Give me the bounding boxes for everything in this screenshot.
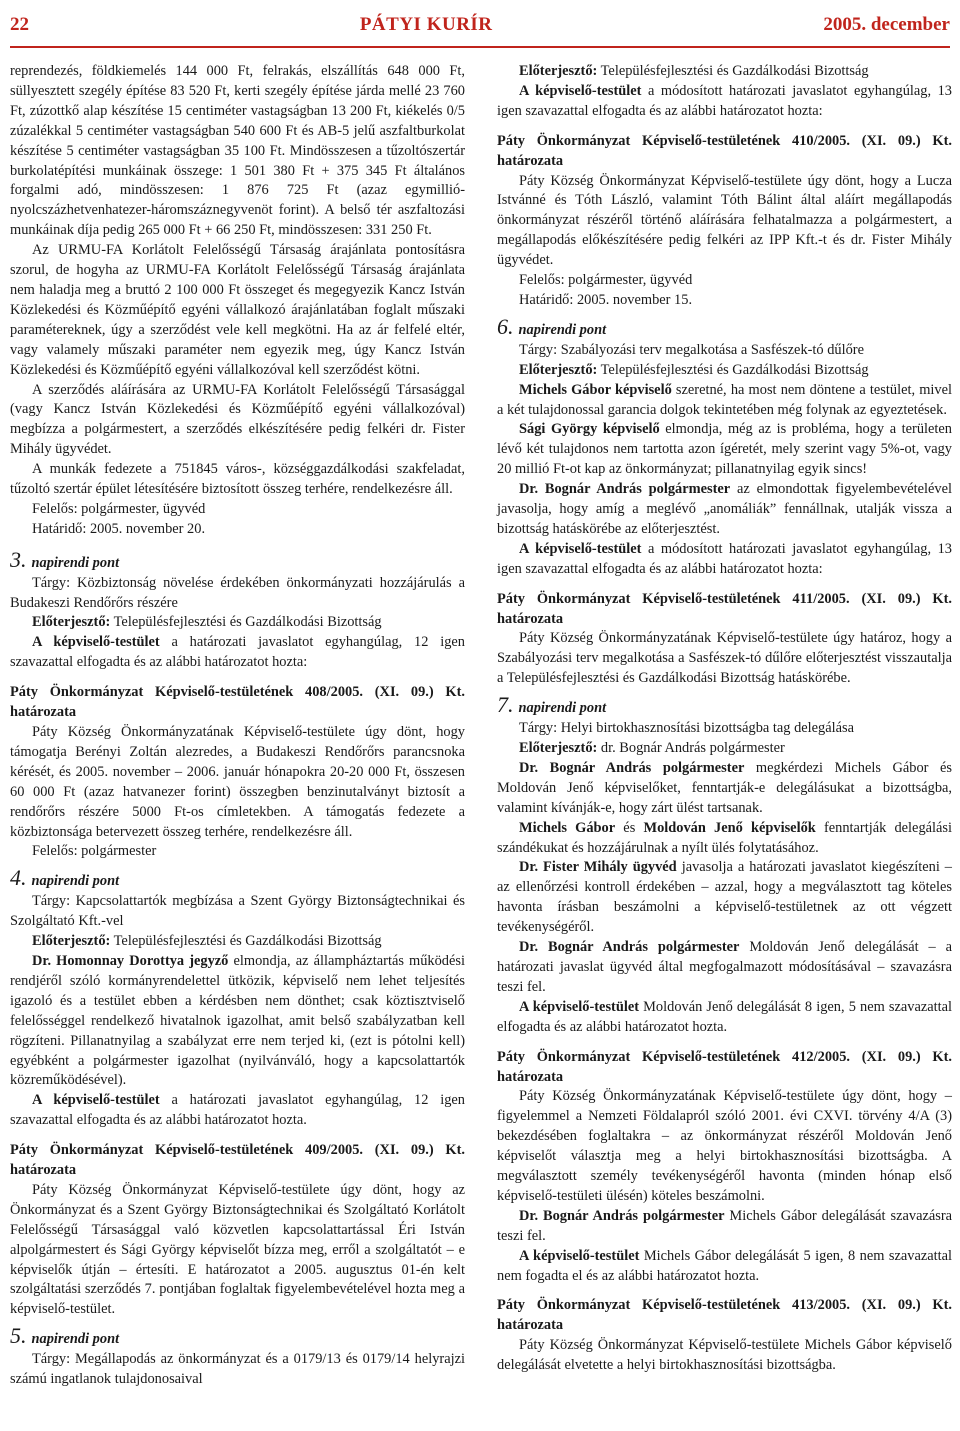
agenda-heading-7: [497, 692, 952, 719]
agenda-heading-3: [10, 546, 465, 574]
agenda-label: napirendi pont: [31, 554, 120, 571]
resolution-body: Páty Község Önkormányzat Képviselő-testülete úgy dönt, hogy az Önkormányzat és a Szent György Biztonságtechnikai és Szolgáltató Korlátolt Felelősségű Társasággal való közvetlen kapcsolattartással Éri István alpolgármestert és Sági György képviselőt bízza meg, erről a szolgáltatót – e képviselők útján – értesíti. E határozatot a 2005. augusztus 01-én kelt szolgáltatási szerződés 7. pontjában foglaltak figyelembevételével hozta meg a képviselő-testület.: [10, 1181, 465, 1318]
speaker-paragraph: Michels Gábor és Moldován Jenő képviselők fenntartják delegálási szándékukat és hozzájárulnak a nyílt ülés folytatásához.: [497, 819, 953, 856]
agenda-label: napirendi pont: [518, 700, 607, 717]
right-column: [497, 62, 952, 1376]
presenter-line: Előterjesztő: Településfejlesztési és Gazdálkodási Bizottság: [519, 63, 869, 79]
resolution-title: Páty Önkormányzat Képviselő-testületének 413/2005. (XI. 09.) Kt. határozata: [497, 1297, 952, 1334]
agenda-label: napirendi pont: [518, 321, 607, 338]
resolution-body: Páty Község Önkormányzatának Képviselő-testülete úgy dönt, hogy – figyelemmel a Nemzeti Földalapról szóló 2001. évi CXVI. törvény 4/A (3) bekezdésében foglaltakra – az önkormányzat részéről Moldován Jenő képviselőt választja meg a helyi birtokhasznosítási bizottságba. A megválasztott személy tevékenységéről havonta (minden hónap első képviselő-testületi ülésén) köteles beszámolni.: [497, 1088, 952, 1204]
agenda-number: 6.: [497, 313, 514, 339]
presenter-line: Előterjesztő: Településfejlesztési és Gazdálkodási Bizottság: [32, 614, 382, 631]
header-rule: [10, 46, 950, 48]
speaker-paragraph: Dr. Fister Mihály ügyvéd javasolja a határozati javaslatot kiegészíteni – az ellenőrzési kontroll érdekében – azzal, hogy a megválasztott tag köteles havonta írásban beszámolni a képviselő-testületnek az ott végzett tevékenységéről.: [497, 859, 953, 936]
issue-date: 2005. december: [823, 14, 950, 35]
presenter-line: Előterjesztő: Településfejlesztési és Gazdálkodási Bizottság: [32, 933, 382, 950]
paragraph: reprendezés, földkiemelés 144 000 Ft, felrakás, elszállítás 648 000 Ft, süllyesztett szegély építése 83 520 Ft, kerti szegély építése járda mellé 23 760 Ft, zúzottkő alap készítése 15 centiméter vastagságban 13 200 Ft, kiékelés 0/5 zúzalékkal 5 centiméter vastagságban 540 600 Ft és AB-5 jelű aszfaltburkolat készítése 5 centiméter vastagságban 35 100 Ft. Mindösszesen a tűzoltószertár burkolatépítési munkáinak összege: 1 501 380 Ft + 375 345 Ft általános forgalmi adó, mindösszesen: 1 876 725 Ft (azaz egymillió-nyolcszázhetvenhatezer-háromszáznegyvenöt forint). A belső tér aszfaltozási munkáinak díja pedig 265 000 Ft + 66 250 Ft, mindösszesen: 331 250 Ft.: [10, 63, 465, 239]
agenda-number: 3.: [10, 546, 27, 572]
vote-line: A képviselő-testület a módosított határozati javaslatot egyhangúlag, 13 igen szavazattal elfogadta és az alábbi határozatot hozta:: [497, 82, 952, 119]
left-column: [10, 62, 465, 1390]
paragraph: A munkák fedezete a 751845 város-, községgazdálkodási szakfeladat, tűzoltó szertár épület létesítésére biztosított összeg terhére, rendelkezésre áll.: [10, 461, 465, 498]
vote-line: A képviselő-testület a módosított határozati javaslatot egyhangúlag, 13 igen szavazattal elfogadta és az alábbi határozatot hozta:: [497, 540, 952, 577]
speaker-paragraph: Dr. Homonnay Dorottya jegyző elmondja, az állampháztartás működési rendjéről szóló kormányrendelettel ütközik, képviselő nem lehet teljesítés igazoló és a testület ebben a kérdésben nem dönthet; csak köztisztviselő felelősséggel rendelkező hivatalnok igazolhat, amit belső szabályzatban kell rögzíteni. Pillanatnyilag a szabályzat erre nem terjed ki, (ezt is pótolni kell) egyébként a polgármester igazolhat (nyilvánváló, hogy a kapcsolattartók közreműködésével).: [10, 952, 465, 1089]
subject-line: Tárgy: Közbiztonság növelése érdekében önkormányzati hozzájárulás a Budakeszi Rendőrőrs részére: [10, 574, 465, 611]
responsible-line: Felelős: polgármester, ügyvéd: [32, 500, 206, 517]
subject-line: Tárgy: Megállapodás az önkormányzat és a 0179/13 és 0179/14 helyrajzi számú ingatlanok tulajdonosaival: [10, 1351, 465, 1388]
resolution-body: Páty Község Önkormányzatának Képviselő-testülete úgy határoz, hogy a Szabályozási terv megalkotása a Sasfészek-tó dűlőre előterjesztést visszautalja a Településfejlesztési és Gazdálkodási Bizottság hatáskörébe.: [497, 630, 952, 687]
resolution-body: Páty Község Önkormányzat Képviselő-testülete úgy dönt, hogy a Lucza Istvánné és Tóth László, valamint Tóth Bálint által aláírt megállapodás önkormányzat részéről történő aláírására felhatalmazza a polgármestert, a megállapodás előkészítésére pedig felkéri az IPP Kft.-t és dr. Fister Mihály ügyvédet.: [497, 172, 952, 269]
publication-title: PÁTYI KURÍR: [359, 14, 493, 35]
page-header: [10, 14, 950, 44]
resolution-body: Páty Község Önkormányzatának Képviselő-testülete úgy dönt, hogy támogatja Berényi Zoltán alezredes, a Budakeszi Rendőrőrs parancsnoka kérését, és 2005. november – 2006. január hónapokra 20-20 000 Ft, összesen 60 000 Ft (azaz hatvanezer forint) összegben benzinutalványt biztosít a rendőrőrs részére 5000 Ft-os címletekben. A támogatás fedezete a közbiztonsága betervezett összeg terhére, rendelkezésre áll.: [10, 724, 465, 840]
paragraph: Az URMU-FA Korlátolt Felelősségű Társaság árajánlata pontosításra szorul, de hogyha az URMU-FA Korlátolt Felelősségű Társaság árajánlata nem haladja meg a bruttó 2 100 000 Ft összeget és megegyezik Kancz István Közlekedési és Közműépítő egyéni vállalkozó árajánlatában foglalt műszaki paramétereknek, úgy a szerződést vele kell megkötni. Ha az ár felfelé eltér, vagy valamely műszaki paraméter nem egyezik meg, úgy Kancz István Közlekedési és Közműépítő egyéni vállalkozóval kell szerződést kötni.: [10, 242, 465, 378]
speaker-paragraph: Dr. Bognár András polgármester Michels Gábor delegálását szavazásra teszi fel.: [497, 1207, 953, 1244]
resolution-title: Páty Önkormányzat Képviselő-testületének 412/2005. (XI. 09.) Kt. határozata: [497, 1048, 952, 1085]
agenda-label: napirendi pont: [31, 1331, 120, 1348]
resolution-title: Páty Önkormányzat Képviselő-testületének 410/2005. (XI. 09.) Kt. határozata: [497, 132, 952, 169]
responsible-line: Felelős: polgármester, ügyvéd: [519, 272, 693, 289]
speaker-paragraph: Dr. Bognár András polgármester Moldován Jenő delegálását – a határozati javaslat ügyvéd által megfogalmazott módosításával – szavazásra teszi fel.: [497, 939, 952, 995]
paragraph: A szerződés aláírására az URMU-FA Korlátolt Felelősségű Társasággal (vagy Kancz István Közlekedési és Közműépítő egyéni vállalkozóval) megbízza a polgármestert, a szerződés elkészítésére pedig felkéri dr. Fister Mihály ügyvédet.: [10, 381, 465, 458]
responsible-line: Felelős: polgármester: [32, 843, 157, 860]
subject-line: Tárgy: Szabályozási terv megalkotása a Sasfészek-tó dűlőre: [519, 341, 864, 358]
presenter-line: Előterjesztő: Településfejlesztési és Gazdálkodási Bizottság: [519, 361, 869, 378]
vote-line: A képviselő-testület Michels Gábor delegálását 5 igen, 8 nem szavazattal nem fogadta el és az alábbi határozatot hozta.: [497, 1247, 953, 1284]
agenda-heading-4: [10, 865, 465, 892]
agenda-number: 7.: [497, 692, 514, 718]
vote-line: A képviselő-testület Moldován Jenő delegálását 8 igen, 5 nem szavazattal elfogadta és az alábbi határozatot hozta.: [497, 998, 952, 1035]
agenda-heading-5: [10, 1323, 465, 1350]
speaker-paragraph: Dr. Bognár András polgármester megkérdezi Michels Gábor és Moldován Jenő képviselőket, fenntartják-e delegálásukat a bizottságba, valamint kívánják-e, hogy zárt ülést tartsanak.: [497, 759, 952, 816]
speaker-paragraph: Sági György képviselő elmondja, még az is probléma, hogy a területen lévő két tulajdonos nem tartotta azon ígéretét, mely szerint vagy 5%-ot, vagy 20 millió Ft-ot kap az önkormányzat; pillanatnyilag egyik sincs!: [497, 421, 952, 478]
deadline-line: Határidő: 2005. november 15.: [519, 291, 693, 308]
speaker-paragraph: Dr. Bognár András polgármester az elmondottak figyelembevételével javasolja, hogy amíg a meglévő „anomáliák” fennállnak, utalják vissza a bizottság hatáskörébe az előterjesztést.: [497, 481, 953, 537]
subject-line: Tárgy: Helyi birtokhasznosítási bizottságba tag delegálása: [519, 720, 855, 737]
agenda-number: 5.: [10, 1323, 27, 1349]
agenda-number: 4.: [10, 865, 27, 891]
resolution-title: Páty Önkormányzat Képviselő-testületének 411/2005. (XI. 09.) Kt. határozata: [497, 590, 952, 627]
agenda-heading-6: [497, 313, 952, 341]
agenda-label: napirendi pont: [31, 873, 120, 890]
vote-line: A képviselő-testület a határozati javaslatot egyhangúlag, 12 igen szavazattal elfogadta és az alábbi határozatot hozta:: [10, 634, 465, 671]
presenter-line: Előterjesztő: dr. Bognár András polgármester: [519, 740, 785, 756]
speaker-paragraph: Michels Gábor képviselő szeretné, ha most nem döntene a testület, mivel a két tulajdonossal garancia dolgok tekintetében még folynak az egyeztetések.: [497, 381, 952, 418]
vote-line: A képviselő-testület a határozati javaslatot egyhangúlag, 12 igen szavazattal elfogadta és az alábbi határozatot hozta.: [10, 1092, 465, 1129]
resolution-body: Páty Község Önkormányzat Képviselő-testülete Michels Gábor képviselő delegálását elvetette a helyi birtokhasznosítási bizottságba.: [497, 1337, 952, 1374]
resolution-title: Páty Önkormányzat Képviselő-testületének 409/2005. (XI. 09.) Kt. határozata: [10, 1142, 465, 1179]
resolution-title: Páty Önkormányzat Képviselő-testületének 408/2005. (XI. 09.) Kt. határozata: [10, 684, 465, 721]
subject-line: Tárgy: Kapcsolattartók megbízása a Szent György Biztonságtechnikai és Szolgáltató Kft.-vel: [10, 893, 465, 930]
deadline-line: Határidő: 2005. november 20.: [32, 520, 206, 537]
page-number: 22: [10, 14, 29, 35]
